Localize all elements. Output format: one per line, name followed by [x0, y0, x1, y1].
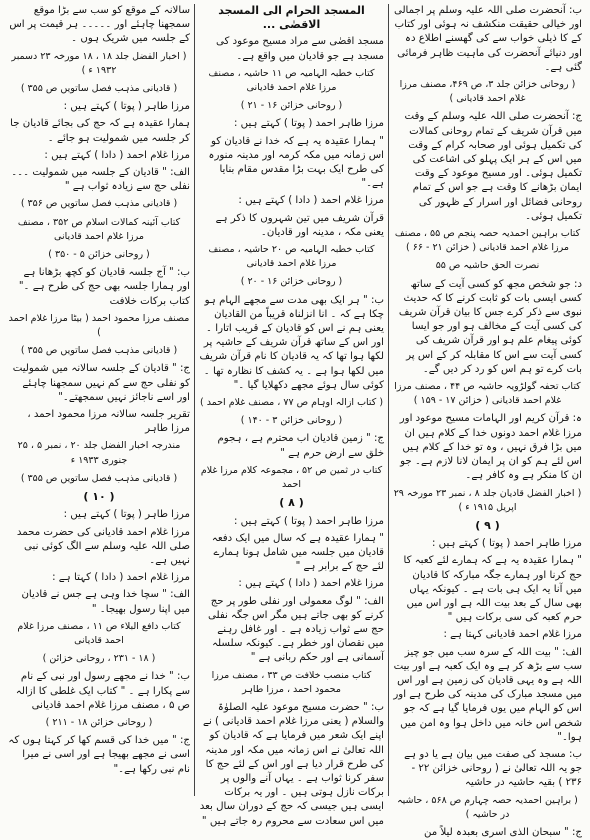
text-paragraph: مسجد اقصٰی سے مراد مسیح موعود کی مسجد ہے جو قادیان میں واقع ہے۔	[215, 36, 384, 62]
reference-citation: ( قادیانی مذہب فصل ساتویں ص ۳۵۵ )	[20, 345, 178, 357]
text-paragraph: ہمارا عقیدہ ہے کہ حج کی بجائے قادیان جا کر جلسہ میں شمولیت ہو جائے ۔	[10, 118, 190, 144]
text-paragraph: ب: " ہر ایک بھی مدت سے مجھے الہام ہو چکا ہے کہ ۔ انا انزلناہ قریباً من القادیان یعنی ہم نے اس کو قادیان کے قریب اتارا ۔ اور اس کے ساتھ قرآن شریف کے حاشیہ پر لکھا ہوا تھا کہ یہ قادیان کا نام قرآن شریف میں لکھا ہوا ہے ۔ یہ کشف کا نظارہ تھا ۔ کوئی سال ہوئے مجھے دکھلایا گیا ۔"	[199, 294, 384, 391]
reference-citation: ( قادیانی مذہب فصل ساتویں ص ۳۵۵ )	[20, 472, 178, 484]
reference-citation: کتاب دافع البلاء ص ۱۱ ، مصنف مرزا غلام احمد قادیانی	[17, 620, 181, 646]
text-paragraph: د: جو شخص مجھ کو کسی آیت کے ساتھ کسی ایسی بات کو ثابت کرنے کا کہ حدیث نبوی سے ذکر کرے جس کا بیان قرآن شریف کی کسی آیت کے مخالف ہو اور جو ایسا کوئی پیغام علم ہو اور قرآن شریف کی کسی آیت سے اس کا مقابلہ کر کے اس پر بات کرے تو ہم اس کو رد کر دیں گے۔	[398, 278, 582, 375]
section-number: ( ۸ )	[279, 496, 304, 510]
reference-citation: کتاب براہین احمدیہ حصہ پنجم ص ۵۵ ، مصنف مرزا غلام احمد قادیانی ( خزائن ۲۱ - ۶۶ )	[394, 228, 581, 254]
text-paragraph: الف: " قادیان کے جلسہ میں شمولیت ۔۔۔ نفلی حج سے زیادہ ثواب ہے "	[11, 167, 190, 193]
reference-citation: ( روحانی خزائن ۱۶ - ۲۱ )	[240, 100, 343, 112]
reference-citation: ( روحانی خزائن ۱۶ - ۲۰ )	[240, 276, 343, 288]
reference-citation: ( اخبار الفضل جلد ۱۸ ، ۱۸ مورخہ ۲۳ دسمبر ۱۹۳۲ ء )	[11, 50, 187, 76]
text-paragraph: مرزا طاہر احمد ( پوتا ) کہتے ہیں :	[432, 538, 582, 550]
text-paragraph: " ہمارا عقیدہ یہ ہے کہ ہمارے لئے کعبہ کا حج کرنا اور ہمارے جگہ مبارکہ کا قادیان میں آنا یہ ایک ہی بات ہے ۔ کیونکہ یہاں بھی سال کے بعد بیت اللہ ہے اور اس میں حرم کعبہ کی سی برکات ہیں "	[403, 555, 582, 624]
text-paragraph: الف: " لوگ معمولی اور نفلی طور پر حج کرنے کو بھی جاتے ہیں مگر اس جگہ نفلی حج سے ثواب زیادہ ہے ۔ اور غافل رہنے میں نقصان اور خطر ہے۔ کیونکہ سلسلہ آسمانی ہے اور حکم ربانی ہے "	[207, 595, 384, 664]
reference-citation: کتاب در ثمین ص ۵۲ ، مجموعہ کلام مرزا غلام احمد	[200, 464, 383, 491]
text-paragraph: ب: مسجد کی صفت میں بیان ہے یا دو ہے جو یہ اللہ تعالیٰ نے ( روحانی خزائن ۲۲ - ۲۳۶ ) بقیہ حاشیہ در حاشیہ	[404, 748, 582, 789]
reference-citation: ( روحانی خزائن ۱۸ - ۲۱۱ )	[45, 716, 153, 728]
reference-citation: کتاب خطبہ الہامیہ ص ۱۱ حاشیہ ، مصنف مرزا غلام احمد قادیانی	[208, 67, 375, 94]
text-paragraph: الف: " بیت اللہ کے سرہ سب میں جو چیز سب سے بڑھ کر ہے وہ ایک کعبہ ہے اور بیت اللہ ہے وہ یہی قادیان کی زمین ہے اور اس میں مسجد مبارک کی مدینہ کی طرح ہے اور اس کو الہام میں یوں فرمایا گیا ہے کہ جو شخص اس خانہ میں داخل ہوا وہ امن میں ہوا۔"	[393, 646, 582, 743]
text-paragraph: ب: آنحضرت صلی اللہ علیہ وسلم پر اجمالی اور خیالی حقیقت منکشف نہ ہوئی اور کتاب کے کا ذیلی خواب سے کی گھسنے اطلاع دہ اور دنیائے آنحضرت کی ماہیت ظاہر فرمائی گئی ہے۔	[393, 5, 582, 73]
text-paragraph: مرزا طاہر احمد ( پوتا ) کہتے ہیں :	[234, 118, 384, 130]
reference-citation: ( روحانی خزائن ۳ - ۱۴۰ )	[240, 415, 343, 427]
text-paragraph: تقریر جلسہ سالانہ مرزا محمود احمد ، مرزا طاہر	[27, 409, 190, 435]
section-number: ( ۱۰ )	[83, 490, 115, 504]
text-paragraph: " ہمارا عقیدہ ہے کہ سال میں ایک دفعہ قادیان میں جلسہ میں شامل ہونا ہمارے لئے حج کے برابر ہے "	[211, 532, 384, 573]
reference-citation: ( براہین احمدیہ حصہ چہارم ص ۵۶۸ ، حاشیہ در حاشیہ )	[397, 794, 578, 820]
section-heading: المسجد الحرام الی المسجد الاقصٰی ...	[218, 4, 365, 32]
reference-citation: ( روحانی خزائن جلد ۳، ص ۴۶۹، مصنف مرزا غلام احمد قادیانی )	[399, 79, 576, 105]
text-paragraph: " ہمارا عقیدہ یہ ہے کہ خدا نے قادیان کو اس زمانہ میں مکہ کرمہ اور مدینہ منورہ کی طرح ایک بہت بڑا مقدس مقام بنایا ہے۔"	[208, 135, 384, 190]
text-paragraph: مرزا غلام احمد ( دادا ) کہتے ہیں :	[238, 578, 384, 590]
reference-citation: مصنف مرزا محمود احمد ( بیٹا مرزا غلام احمد )	[8, 312, 190, 339]
text-paragraph: ج: " سبحان الذی اسری بعبدہ لیلاً من	[424, 826, 582, 838]
text-paragraph: مرزا غلام احمد ( دادا ) کہتا ہے :	[52, 572, 190, 584]
reference-citation: کتاب آئینہ کمالات اسلام ص ۳۵۲ ، مصنف مرزا غلام احمد قادیانی	[17, 216, 181, 242]
reference-citation: ( قادیانی مذہب فصل ساتویں ص ۳۵۶ )	[20, 198, 178, 210]
reference-citation: مندرجہ اخبار الفضل جلد ۲۰ ، نمبر ۵ ، ۲۵ جنوری ۱۹۳۳ ء	[17, 440, 181, 466]
reference-citation: کتاب خطبہ الہامیہ ص ۲۰ حاشیہ ، مصنف مرزا غلام احمد قادیانی	[208, 244, 375, 270]
text-paragraph: الف: " سچا خدا وہی ہے جس نے قادیان میں اپنا رسول بھیجا۔ "	[21, 589, 190, 615]
middle-column	[194, 4, 389, 827]
text-paragraph: ج: " زمین قادیان اب محترم ہے ، ہجوم خلق سے ارض حرم ہے "	[217, 433, 384, 459]
text-paragraph: ج: آنحضرت صلی اللہ علیہ وسلم کے وقت میں قرآن شریف کے تمام روحانی کمالات کی تکمیل ہوئی اور صحابہ کرام کے وقت میں اس کے ہر ایک پہلو کی اشاعت کی تکمیل ہوئی۔ اور مسیح موعود کے وقت ایمان بڑھانے کا وقت ہے جو اس کے تمام روحانی فضائل اور اسرار کے ظہور کی تکمیل ہوئی۔	[404, 111, 582, 222]
reference-citation: ( کتاب ازالہ اوہام ص ۷۷ ، مصنف غلام احمد )	[199, 397, 384, 409]
text-paragraph: مرزا طاہر ( پوتا ) کہتے ہیں :	[63, 101, 190, 113]
text-paragraph: ب: " آج جلسہ قادیان کو کچھ بڑھانا ہے اور ہمارا جلسہ بھی حج کی طرح ہے ۔" کتاب برکات خلافت	[18, 267, 190, 307]
text-paragraph: ج: " قادیان کے جلسہ سالانہ میں شمولیت کو نفلی حج سے کم نہیں سمجھنا چاہئے اور اسے ناجائز نہیں سمجھتے۔"	[12, 363, 190, 403]
text-paragraph: مرزا غلام احمد قادیانی کی حضرت محمد صلی اللہ علیہ وسلم سے الگ کوئی نبی نہیں ہے۔	[16, 526, 190, 566]
text-paragraph: مرزا غلام احمد ( دادا ) کہتے ہیں :	[44, 149, 190, 161]
text-paragraph: مرزا طاہر ( پوتا ) کہتے ہیں :	[63, 509, 190, 521]
text-paragraph: مرزا طاہر احمد ( پوتا ) کہتے ہیں :	[234, 515, 384, 527]
reference-citation: نصرت الحق حاشیہ ص ۵۵	[435, 260, 540, 272]
reference-citation: ( قادیانی مذہب فصل ساتویں ص ۳۵۵ )	[20, 83, 178, 95]
reference-citation: کتاب تحفہ گولڑویہ حاشیہ ص ۴۴ ، مصنف مرزا غلام احمد قادیانی ( خزائن ۱۷ - ۱۵۹ )	[394, 381, 581, 407]
text-paragraph: مرزا غلام احمد قادیانی کہتا ہے :	[443, 629, 582, 641]
reference-citation: ( روحانی خزائن ۵ - ۳۵۰ )	[48, 249, 150, 261]
text-paragraph: سالانہ کے موقع کو سب سے بڑا موقع سمجھنا چاہئے اور ۔۔۔۔۔ ہر قیمت پر اس کے جلسہ میں شریک ہوں ۔	[9, 5, 190, 45]
text-paragraph: ب: " خدا نے مجھے رسول اور نبی کے نام سے پکارا ہے ۔ " کتاب ایک غلطی کا ازالہ ص ۵ ، مصنف مرزا غلام احمد قادیانی	[15, 671, 190, 711]
text-paragraph: ج: " میں خدا کی قسم کھا کر کہتا ہوں کہ اسی نے مجھے بھیجا ہے اور اسی نے میرا نام نبی رکھا ہے۔"	[8, 735, 190, 775]
section-number: ( ۹ )	[475, 518, 500, 532]
left-column	[4, 4, 194, 796]
text-paragraph: ہ: قرآن کریم اور الہامات مسیح موعود اور مرزا غلام احمد دونوں خدا کے کلام ہیں ان میں بڑا فرق نہیں ، وہ تو خدا کے کلام ہیں اس لئے ہم کو ان پر ایمان لانا لازم ہے۔ جو ان کا منکر ہے وہ کافر ہے۔	[399, 413, 582, 482]
reference-citation: ( ۱۸ - ۲۳۱ ، روحانی خزائن )	[42, 653, 156, 665]
right-column	[389, 4, 586, 838]
text-paragraph: قرآن شریف میں تین شہروں کا ذکر ہے یعنی مکہ ، مدینہ اور قادیان۔	[215, 212, 384, 238]
text-paragraph: ب: " حضرت مسیح موعود علیہ الصلوٰۃ والسلام ( یعنی مرزا غلام احمد قادیانی ) نے اپنے ایک شعر میں فرمایا ہے کہ قادیان کو اللہ تعالیٰ نے اس زمانہ میں مکہ اور مدینہ کی طرح قرار دیا ہے اور اس کے لئے حج کا سفر کرنا ثواب ہے ۔ یہاں آنے والوں پر برکات نازل ہوتی ہیں ۔ اور یہ برکات ایسی ہیں جیسی کہ حج کے دوران سال بعد میں اس سعادت سے محروم رہ جاتے ہیں "	[199, 701, 384, 827]
reference-citation: ( اخبار الفضل قادیان جلد ۸ ، نمبر ۲۳ مورخہ ۲۹ اپریل ۱۹۱۵ ء )	[393, 487, 582, 513]
text-paragraph: مرزا غلام احمد ( دادا ) کہتے ہیں :	[238, 195, 384, 207]
reference-citation: کتاب منصب خلافت ص ۳۳ ، مصنف مرزا محمود احمد ، مرزا طاہر	[211, 669, 372, 695]
